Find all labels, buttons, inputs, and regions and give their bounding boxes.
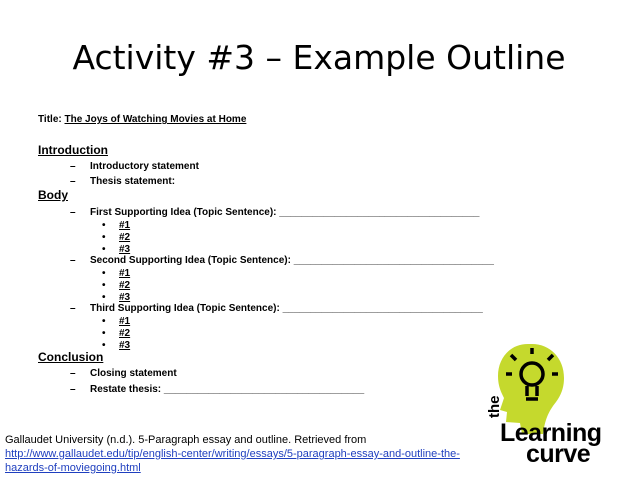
supporting-idea: – First Supporting Idea (Topic Sentence): ____________________________________ [70, 207, 480, 218]
conclusion-heading: Conclusion [38, 350, 104, 364]
outline-title-value: The Joys of Watching Movies at Home [64, 114, 247, 125]
supporting-idea: – Third Supporting Idea (Topic Sentence): ____________________________________ [70, 303, 483, 314]
logo-small-word: the [486, 395, 503, 418]
supporting-idea: – Second Supporting Idea (Topic Sentence): ____________________________________ [70, 255, 494, 266]
supporting-point: • #2 [102, 280, 131, 291]
outline-title-label: Title: [38, 114, 62, 125]
introduction-heading: Introduction [38, 143, 108, 157]
slide-title: Activity #3 – Example Outline [72, 38, 566, 77]
intro-item: – Introductory statement [70, 161, 199, 172]
supporting-point: • #3 [102, 292, 131, 303]
conclusion-item: – Restate thesis: ____________________________________ [70, 384, 365, 395]
logo-word-curve: curve [526, 440, 591, 468]
citation-footer [5, 433, 460, 475]
supporting-point: • #2 [102, 328, 131, 339]
supporting-point: • #3 [102, 340, 131, 351]
citation-link-continued[interactable]: hazards-of-moviegoing.html [5, 462, 141, 474]
citation-text: Gallaudet University (n.d.). 5-Paragraph essay and outline. Retrieved from [5, 434, 367, 446]
logo-word-learning: Learning [500, 419, 602, 447]
supporting-point: • #1 [102, 316, 131, 327]
supporting-point: • #3 [102, 244, 131, 255]
supporting-point: • #1 [102, 220, 131, 231]
citation-link[interactable]: http://www.gallaudet.edu/tip/english-center/writing/essays/5-paragraph-essay-and-outline-the- [5, 448, 460, 460]
conclusion-item: – Closing statement [70, 368, 177, 379]
body-heading: Body [38, 188, 68, 202]
supporting-point: • #2 [102, 232, 131, 243]
intro-item: – Thesis statement: [70, 176, 176, 187]
supporting-point: • #1 [102, 268, 131, 279]
outline-title [38, 113, 246, 126]
